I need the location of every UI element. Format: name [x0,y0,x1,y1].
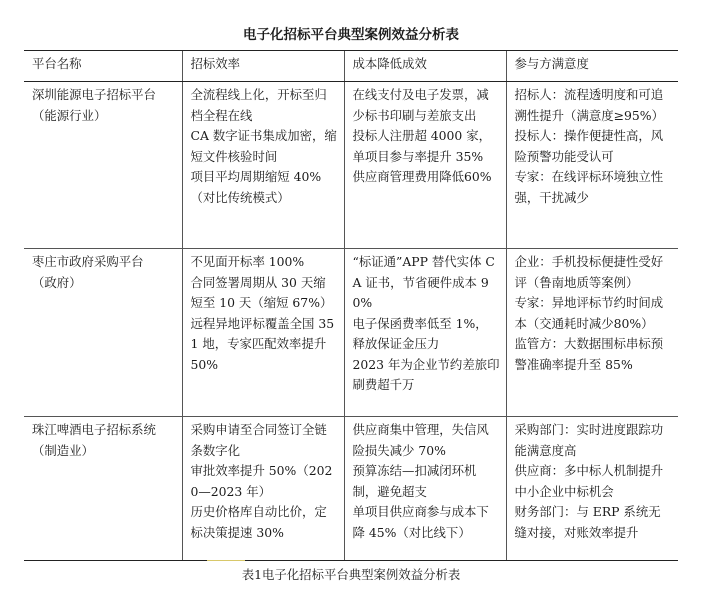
document-page [24,26,678,583]
cell-cost [344,82,506,249]
efficiency-item: 审批效率提升 50%（2020—2023 年） [190,463,333,499]
header-cost-reduction: 成本降低成效 [344,51,506,82]
table-row [24,249,678,417]
table-title: 电子化招标平台典型案例效益分析表 [243,27,459,43]
table-row [24,417,678,561]
platform-industry: （政府） [32,274,82,290]
benefit-analysis-table [24,50,678,561]
efficiency-item: 历史价格库自动比价，定标决策提速 30% [190,504,327,540]
cost-item: 在线支付及电子发票，减少标书印刷与差旅支出 [352,87,489,123]
header-bidding-efficiency: 招标效率 [182,51,344,82]
cell-cost [344,249,506,417]
cost-item: 供应商集中管理，失信风险损失减少 70% [352,422,489,458]
table-caption [24,567,678,583]
cost-item: “标证通”APP 替代实体 CA 证书，节省硬件成本 90% [352,254,495,310]
efficiency-item: 远程异地评标覆盖全国 351 地，专家匹配效率提升 50% [190,315,335,372]
cost-item: 预算冻结—扣减闭环机制，避免超支 [352,463,477,499]
cell-platform [24,249,182,417]
satisfaction-item: 采购部门：实时进度跟踪功能满意度高 [514,422,664,458]
cell-cost [344,417,506,561]
efficiency-item: 项目平均周期缩短 40%（对比传统模式） [190,169,322,205]
caption-text: 表1电子化招标平台典型案例效益分析表 [241,567,461,582]
efficiency-item: 合同签署周期从 30 天缩短至 10 天（缩短 67%） [190,274,333,310]
efficiency-item: 不见面开标率 100% [190,254,305,269]
caption-highlight-mark [207,560,245,561]
header-participant-satisfaction: 参与方满意度 [506,51,678,82]
platform-name: 枣庄市政府采购平台 [32,254,144,269]
satisfaction-item: 财务部门：与 ERP 系统无缝对接，对账效率提升 [514,504,661,540]
satisfaction-item: 专家：异地评标节约时间成本（交通耗时减少80%） [514,295,664,331]
header-platform-name: 平台名称 [24,51,182,82]
cost-item: 单项目供应商参与成本下降 45%（对比线下） [352,504,489,540]
efficiency-item: CA 数字证书集成加密，缩短文件核验时间 [190,128,337,164]
satisfaction-item: 监管方：大数据围标串标预警准确率提升至 85% [514,336,664,372]
satisfaction-item: 专家：在线评标环境独立性强，干扰减少 [514,169,664,205]
platform-industry: （制造业） [32,442,94,458]
cell-satisfaction [506,417,678,561]
cost-item: 电子保函费率低至 1%，释放保证金压力 [352,315,488,351]
cell-efficiency [182,249,344,417]
cost-item: 投标人注册超 4000 家，单项目参与率提升 35% [352,128,492,164]
cost-item: 2023 年为企业节约差旅印刷费超千万 [352,356,500,392]
satisfaction-item: 企业：手机投标便捷性受好评（鲁南地质等案例） [514,254,664,290]
efficiency-item: 全流程线上化，开标至归档全程在线 [190,87,327,123]
cell-efficiency [182,82,344,249]
satisfaction-item: 供应商：多中标人机制提升中小企业中标机会 [514,463,664,499]
cost-item: 供应商管理费用降低60% [352,169,492,184]
table-header-row [24,51,678,82]
platform-industry: （能源行业） [32,107,107,123]
cell-efficiency [182,417,344,561]
cell-platform [24,417,182,561]
cell-satisfaction [506,249,678,417]
satisfaction-item: 招标人：流程透明度和可追溯性提升（满意度≥95%） [514,87,664,123]
cell-satisfaction [506,82,678,249]
table-row [24,82,678,249]
satisfaction-item: 投标人：操作便捷性高，风险预警功能受认可 [514,128,664,164]
platform-name: 深圳能源电子招标平台 [32,87,156,102]
platform-name: 珠江啤酒电子招标系统 [32,422,156,437]
efficiency-item: 采购申请至合同签订全链条数字化 [190,422,327,458]
cell-platform [24,82,182,249]
